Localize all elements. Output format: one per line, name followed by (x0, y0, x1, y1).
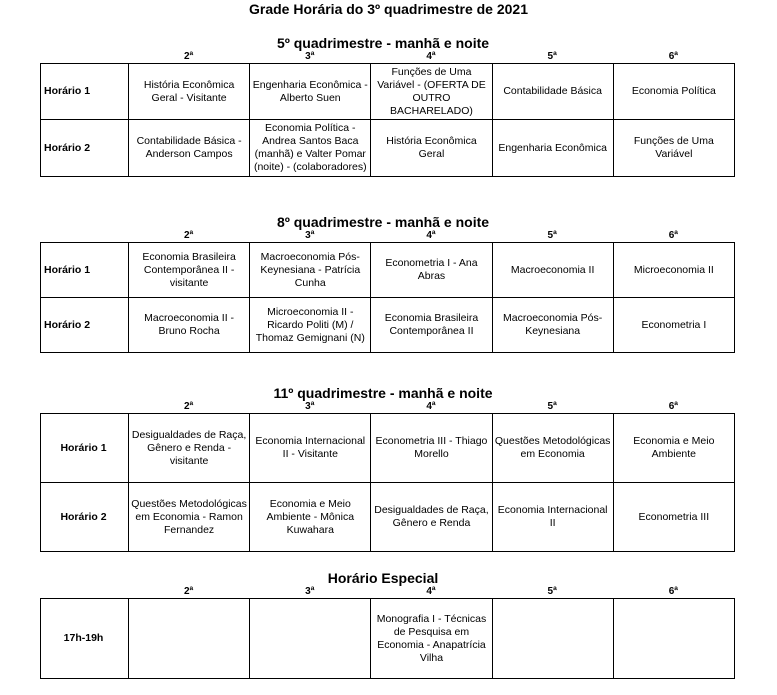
day-header: 2ª (183, 230, 194, 241)
schedule-cell: Monografia I - Técnicas de Pesquisa em Economia - Anapatrícia Vilha (371, 599, 492, 679)
day-header: 5ª (547, 586, 557, 597)
schedule-cell: Desigualdades de Raça, Gênero e Renda (371, 483, 492, 552)
schedule-cell (613, 599, 734, 679)
schedule-cell: Questões Metodológicas em Economia (492, 414, 613, 483)
schedule-cell: Questões Metodológicas em Economia - Ramon Fernandez (129, 483, 250, 552)
schedule-table (40, 63, 735, 177)
day-header: 6ª (668, 230, 678, 241)
day-header: 3ª (305, 51, 315, 62)
section-horario-especial (40, 570, 734, 679)
schedule-cell: Macroeconomia II (492, 243, 613, 298)
schedule-cell: Microeconomia II - Ricardo Politi (M) / Thomaz Gemignani (N) (250, 298, 371, 353)
table-row (41, 64, 735, 120)
day-header: 2ª (183, 401, 194, 412)
day-header-row (40, 51, 734, 63)
table-row (41, 414, 735, 483)
section-title: 5º quadrimestre - manhã e noite (276, 35, 490, 51)
section-8-quadrimestre (40, 214, 734, 353)
day-header: 4ª (426, 586, 436, 597)
schedule-cell: Economia e Meio Ambiente (613, 414, 734, 483)
time-slot: Horário 2 (41, 483, 129, 552)
schedule-cell: Econometria III - Thiago Morello (371, 414, 492, 483)
day-header: 3ª (305, 401, 315, 412)
day-header: 5ª (547, 51, 557, 62)
day-header: 3ª (305, 586, 315, 597)
section-title: 8º quadrimestre - manhã e noite (276, 214, 490, 230)
time-slot: Horário 2 (41, 120, 129, 177)
time-slot: 17h-19h (41, 599, 129, 679)
schedule-cell (492, 599, 613, 679)
table-row (41, 599, 735, 679)
day-header: 6ª (668, 586, 678, 597)
schedule-cell: Funções de Uma Variável (613, 120, 734, 177)
schedule-cell: Economia Internacional II - Visitante (250, 414, 371, 483)
time-slot: Horário 1 (41, 243, 129, 298)
schedule-cell: Econometria I (613, 298, 734, 353)
schedule-cell: História Econômica Geral (371, 120, 492, 177)
time-slot: Horário 1 (41, 414, 129, 483)
schedule-cell: Engenharia Econômica (492, 120, 613, 177)
day-header: 4ª (426, 51, 436, 62)
schedule-cell: Macroeconomia Pós-Keynesiana (492, 298, 613, 353)
schedule-cell (250, 599, 371, 679)
schedule-cell: Economia Internacional II (492, 483, 613, 552)
time-slot: Horário 2 (41, 298, 129, 353)
table-row (41, 298, 735, 353)
schedule-table (40, 242, 735, 353)
day-header: 6ª (668, 51, 678, 62)
day-header: 4ª (426, 401, 436, 412)
schedule-cell: Econometria I - Ana Abras (371, 243, 492, 298)
day-header: 2ª (183, 586, 194, 597)
day-header: 5ª (547, 230, 557, 241)
day-header: 2ª (183, 51, 194, 62)
day-header: 3ª (305, 230, 315, 241)
schedule-cell: Microeconomia II (613, 243, 734, 298)
schedule-cell: Desigualdades de Raça, Gênero e Renda - visitante (129, 414, 250, 483)
schedule-cell: História Econômica Geral - Visitante (129, 64, 250, 120)
schedule-cell: Economia Política (613, 64, 734, 120)
schedule-cell: Economia Política - Andrea Santos Baca (manhã) e Valter Pomar (noite) - (colaboradores) (250, 120, 371, 177)
day-header-row (40, 401, 734, 413)
section-title: 11º quadrimestre - manhã e noite (273, 385, 493, 401)
schedule-cell: Macroeconomia II - Bruno Rocha (129, 298, 250, 353)
page-title: Grade Horária do 3º quadrimestre de 2021 (248, 1, 528, 17)
table-row (41, 243, 735, 298)
day-header: 4ª (426, 230, 436, 241)
schedule-cell (129, 599, 250, 679)
schedule-cell: Economia Brasileira Contemporânea II (371, 298, 492, 353)
schedule-cell: Contabilidade Básica (492, 64, 613, 120)
schedule-cell: Macroeconomia Pós-Keynesiana - Patrícia Cunha (250, 243, 371, 298)
schedule-table (40, 598, 735, 679)
section-title: Horário Especial (327, 570, 439, 586)
schedule-cell: Funções de Uma Variável - (OFERTA DE OUTRO BACHARELADO) (371, 64, 492, 120)
day-header: 6ª (668, 401, 678, 412)
table-row (41, 483, 735, 552)
schedule-cell: Econometria III (613, 483, 734, 552)
schedule-cell: Economia Brasileira Contemporânea II - visitante (129, 243, 250, 298)
day-header-row (40, 586, 734, 598)
day-header: 5ª (547, 401, 557, 412)
schedule-table (40, 413, 735, 552)
schedule-cell: Contabilidade Básica - Anderson Campos (129, 120, 250, 177)
schedule-cell: Economia e Meio Ambiente - Mônica Kuwahara (250, 483, 371, 552)
section-5-quadrimestre (40, 35, 734, 177)
day-header-row (40, 230, 734, 242)
section-11-quadrimestre (40, 385, 734, 552)
table-row (41, 120, 735, 177)
schedule-cell: Engenharia Econômica - Alberto Suen (250, 64, 371, 120)
time-slot: Horário 1 (41, 64, 129, 120)
